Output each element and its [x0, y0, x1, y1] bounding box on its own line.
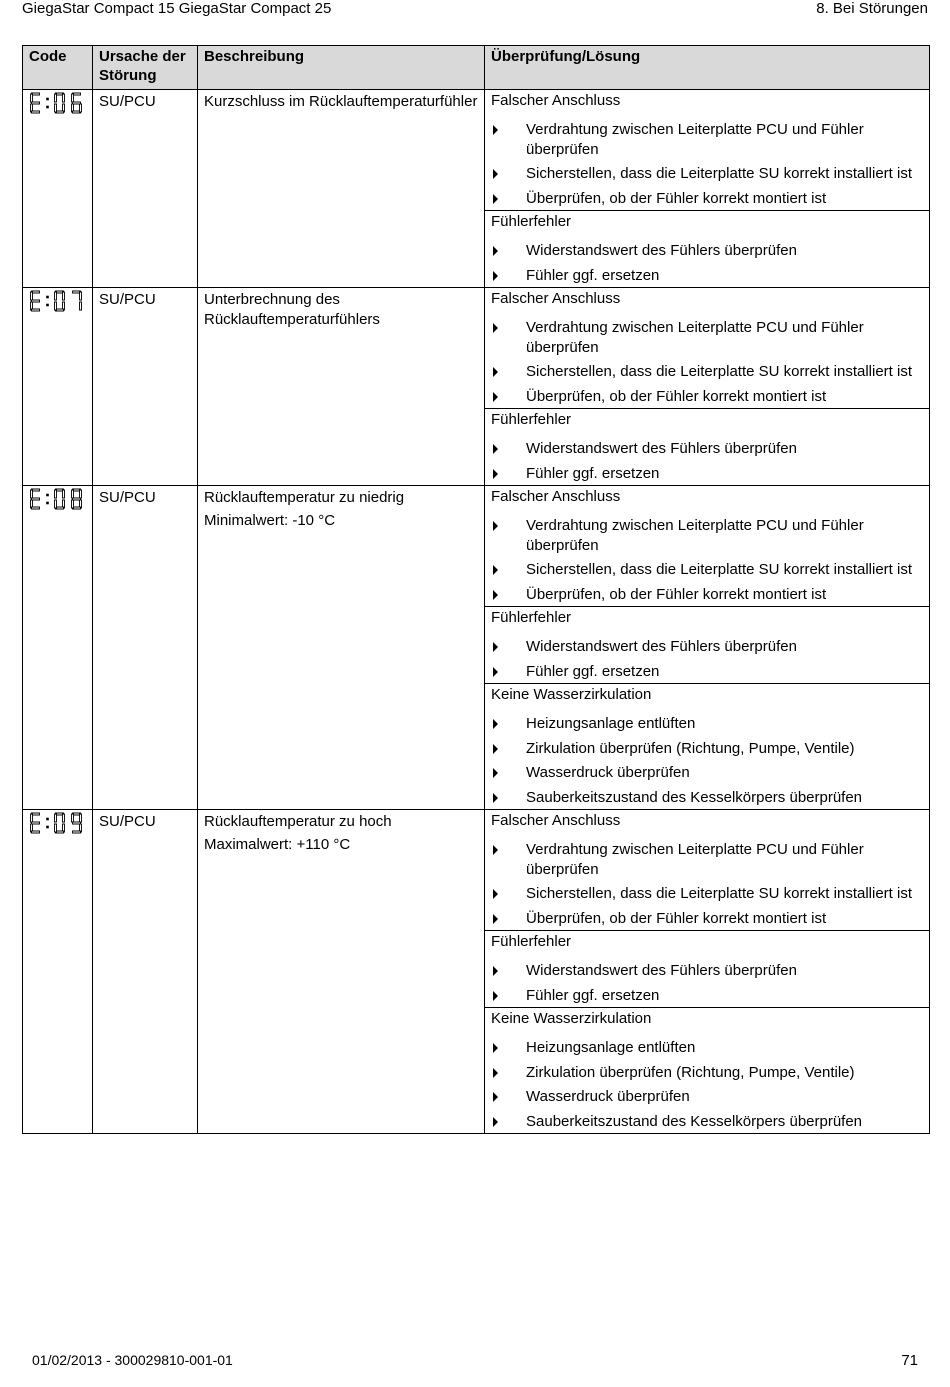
solution-step-text: Sicherstellen, dass die Leiterplatte SU korrekt installiert ist	[526, 561, 913, 578]
error-code-display	[28, 488, 84, 510]
arrow-bullet-icon	[493, 1043, 498, 1053]
solution-group	[485, 409, 929, 485]
arrow-bullet-icon	[493, 194, 498, 204]
solution-step	[491, 362, 929, 382]
solution-cell	[485, 486, 930, 810]
solution-step	[491, 884, 929, 904]
column-header-code: Code	[23, 46, 93, 90]
solution-step-text: Zirkulation überprüfen (Richtung, Pumpe, Ventile)	[526, 739, 855, 757]
solution-step	[491, 788, 929, 808]
description-text: Rücklauftemperatur zu hoch	[204, 813, 392, 830]
table-row	[23, 486, 930, 810]
page-number: 71	[901, 1352, 918, 1369]
document-reference: 01/02/2013 - 300029810-001-01	[32, 1352, 233, 1368]
cause-cell: SU/PCU	[93, 486, 198, 810]
column-header-description: Beschreibung	[198, 46, 485, 90]
solution-group	[485, 931, 929, 1008]
solution-step-text: Sicherstellen, dass die Leiterplatte SU korrekt installiert ist	[526, 885, 913, 902]
solution-step	[491, 961, 929, 981]
cause-cell: SU/PCU	[93, 810, 198, 1134]
solution-step-text: Sauberkeitszustand des Kesselkörpers überprüfen	[526, 1112, 863, 1130]
solution-step	[491, 164, 929, 184]
fault-cause-title: Falscher Anschluss	[491, 92, 621, 109]
solution-step-text: Sicherstellen, dass die Leiterplatte SU korrekt installiert ist	[526, 165, 913, 182]
solution-group	[485, 486, 929, 607]
solution-step	[491, 585, 929, 605]
solution-step	[491, 986, 929, 1006]
solution-cell	[485, 90, 930, 288]
arrow-bullet-icon	[493, 642, 498, 652]
arrow-bullet-icon	[493, 793, 498, 803]
fault-cause-title: Keine Wasserzirkulation	[491, 686, 652, 703]
solution-step-text: Sicherstellen, dass die Leiterplatte SU korrekt installiert ist	[526, 363, 913, 380]
error-code-table	[22, 45, 930, 1134]
arrow-bullet-icon	[493, 845, 498, 855]
arrow-bullet-icon	[493, 1092, 498, 1102]
solution-step-text: Wasserdruck überprüfen	[526, 764, 690, 781]
arrow-bullet-icon	[493, 991, 498, 1001]
error-code-cell	[23, 288, 93, 486]
solution-step	[491, 1038, 929, 1058]
solution-cell	[485, 288, 930, 486]
description-cell	[198, 486, 485, 810]
arrow-bullet-icon	[493, 719, 498, 729]
arrow-bullet-icon	[493, 1068, 498, 1078]
solution-step	[491, 840, 929, 879]
fault-cause-title: Fühlerfehler	[491, 213, 572, 230]
description-cell	[198, 810, 485, 1134]
solution-group	[485, 90, 929, 211]
cause-cell: SU/PCU	[93, 288, 198, 486]
solution-step-text: Widerstandswert des Fühlers überprüfen	[526, 440, 797, 457]
description-text: Kurzschluss im Rücklauftemperaturfühler	[204, 93, 478, 110]
solution-cell	[485, 810, 930, 1134]
solution-step	[491, 662, 929, 682]
solution-group	[485, 288, 929, 409]
solution-step	[491, 241, 929, 261]
fault-cause-title: Fühlerfehler	[491, 411, 572, 428]
solution-step-text: Überprüfen, ob der Fühler korrekt montiert ist	[526, 387, 827, 405]
error-code-cell	[23, 810, 93, 1134]
solution-step-text: Heizungsanlage entlüften	[526, 715, 696, 732]
cause-cell: SU/PCU	[93, 90, 198, 288]
arrow-bullet-icon	[493, 590, 498, 600]
solution-step-text: Fühler ggf. ersetzen	[526, 464, 660, 482]
column-header-solution: Überprüfung/Lösung	[485, 46, 930, 90]
arrow-bullet-icon	[493, 889, 498, 899]
description-cell	[198, 90, 485, 288]
solution-step	[491, 739, 929, 759]
solution-step-text: Widerstandswert des Fühlers überprüfen	[526, 242, 797, 259]
solution-step-text: Verdrahtung zwischen Leiterplatte PCU und Fühler überprüfen	[526, 121, 864, 158]
column-header-cause: Ursache der Störung	[93, 46, 198, 90]
solution-step-text: Verdrahtung zwischen Leiterplatte PCU und Fühler überprüfen	[526, 841, 864, 878]
arrow-bullet-icon	[493, 768, 498, 778]
solution-step	[491, 464, 929, 484]
limit-value-text: Maximalwert: +110 °C	[204, 836, 351, 853]
fault-cause-title: Fühlerfehler	[491, 933, 572, 950]
arrow-bullet-icon	[493, 323, 498, 333]
arrow-bullet-icon	[493, 444, 498, 454]
table-row	[23, 810, 930, 1134]
solution-step	[491, 637, 929, 657]
arrow-bullet-icon	[493, 966, 498, 976]
arrow-bullet-icon	[493, 914, 498, 924]
solution-step	[491, 387, 929, 407]
error-code-cell	[23, 486, 93, 810]
error-code-display	[28, 290, 84, 312]
arrow-bullet-icon	[493, 521, 498, 531]
solution-step-text: Fühler ggf. ersetzen	[526, 662, 660, 680]
arrow-bullet-icon	[493, 565, 498, 575]
arrow-bullet-icon	[493, 392, 498, 402]
solution-step-text: Widerstandswert des Fühlers überprüfen	[526, 962, 797, 979]
solution-step-text: Widerstandswert des Fühlers überprüfen	[526, 638, 797, 655]
solution-step	[491, 439, 929, 459]
arrow-bullet-icon	[493, 469, 498, 479]
description-text: Rücklauftemperatur zu niedrig	[204, 489, 405, 506]
arrow-bullet-icon	[493, 367, 498, 377]
solution-group	[485, 684, 929, 809]
solution-step	[491, 266, 929, 286]
solution-group	[485, 1008, 929, 1133]
solution-step	[491, 1112, 929, 1132]
arrow-bullet-icon	[493, 1117, 498, 1127]
description-cell	[198, 288, 485, 486]
error-code-cell	[23, 90, 93, 288]
solution-group	[485, 211, 929, 287]
solution-step-text: Überprüfen, ob der Fühler korrekt montiert ist	[526, 909, 827, 927]
arrow-bullet-icon	[493, 125, 498, 135]
error-code-display	[28, 812, 84, 834]
solution-group	[485, 607, 929, 684]
fault-cause-title: Falscher Anschluss	[491, 488, 621, 505]
solution-step-text: Fühler ggf. ersetzen	[526, 986, 660, 1004]
fault-cause-title: Keine Wasserzirkulation	[491, 1010, 652, 1027]
document-header-title: GiegaStar Compact 15 GiegaStar Compact 25	[22, 0, 332, 17]
fault-cause-title: Fühlerfehler	[491, 609, 572, 626]
error-code-display	[28, 92, 84, 114]
solution-step	[491, 1087, 929, 1107]
solution-step-text: Überprüfen, ob der Fühler korrekt montiert ist	[526, 189, 827, 207]
limit-value-text: Minimalwert: -10 °C	[204, 512, 336, 529]
description-text: Unterbrechnung des Rücklauftemperaturfühlers	[204, 291, 380, 328]
arrow-bullet-icon	[493, 667, 498, 677]
chapter-title: 8. Bei Störungen	[816, 0, 928, 17]
fault-cause-title: Falscher Anschluss	[491, 812, 621, 829]
solution-step	[491, 189, 929, 209]
solution-step	[491, 120, 929, 159]
arrow-bullet-icon	[493, 744, 498, 754]
solution-step	[491, 909, 929, 929]
solution-step	[491, 516, 929, 555]
solution-step	[491, 318, 929, 357]
solution-step	[491, 1063, 929, 1083]
solution-step-text: Sauberkeitszustand des Kesselkörpers überprüfen	[526, 788, 863, 806]
solution-step-text: Verdrahtung zwischen Leiterplatte PCU und Fühler überprüfen	[526, 517, 864, 554]
solution-step-text: Überprüfen, ob der Fühler korrekt montiert ist	[526, 585, 827, 603]
table-row	[23, 288, 930, 486]
solution-step	[491, 763, 929, 783]
solution-step-text: Wasserdruck überprüfen	[526, 1088, 690, 1105]
solution-step-text: Zirkulation überprüfen (Richtung, Pumpe, Ventile)	[526, 1063, 855, 1081]
table-row	[23, 90, 930, 288]
solution-step	[491, 714, 929, 734]
solution-step	[491, 560, 929, 580]
solution-step-text: Heizungsanlage entlüften	[526, 1039, 696, 1056]
solution-group	[485, 810, 929, 931]
solution-step-text: Verdrahtung zwischen Leiterplatte PCU und Fühler überprüfen	[526, 319, 864, 356]
fault-cause-title: Falscher Anschluss	[491, 290, 621, 307]
arrow-bullet-icon	[493, 271, 498, 281]
table-header-row	[23, 46, 930, 90]
solution-step-text: Fühler ggf. ersetzen	[526, 266, 660, 284]
arrow-bullet-icon	[493, 246, 498, 256]
arrow-bullet-icon	[493, 169, 498, 179]
